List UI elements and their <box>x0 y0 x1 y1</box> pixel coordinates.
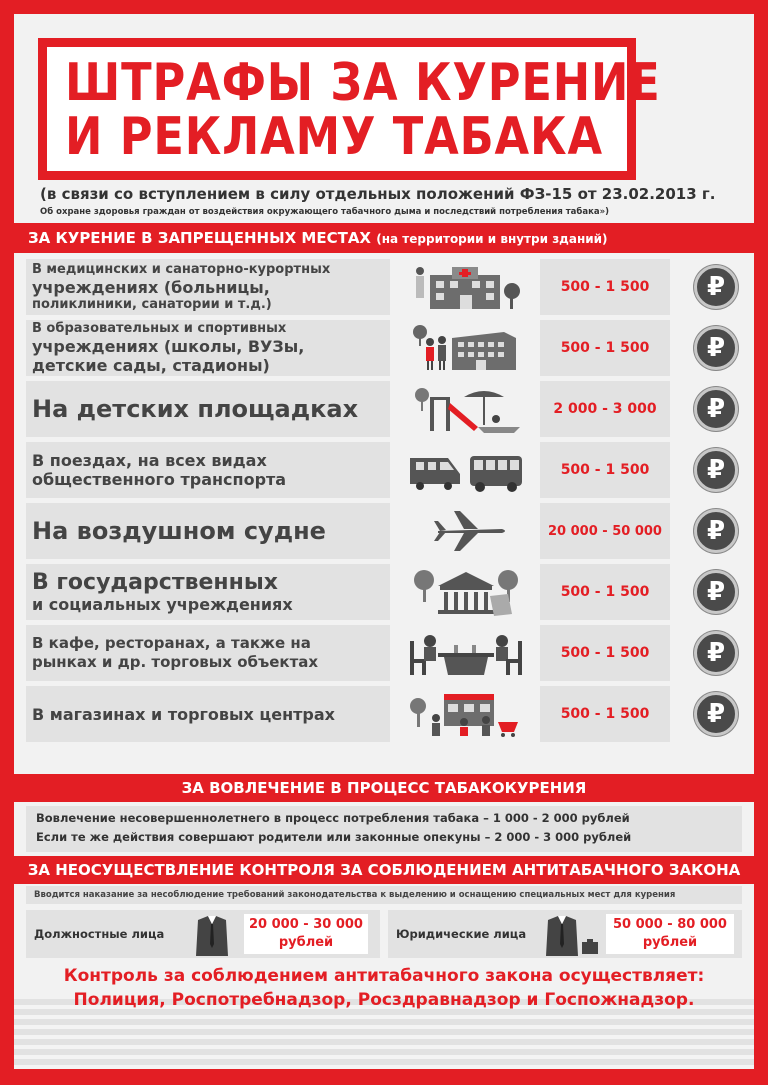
title-box <box>38 38 661 180</box>
smoking-section-note: (на территории и внутри зданий) <box>376 232 608 246</box>
cafe-icon <box>408 627 524 679</box>
fine-row-description <box>26 686 390 742</box>
officials-label: Должностные лица <box>34 927 165 941</box>
desc-line: общественного транспорта <box>32 470 287 489</box>
fine-amount: 2 000 - 3 000 <box>540 381 670 437</box>
fine-row-aircraft <box>14 503 754 559</box>
officials-fine-block <box>26 910 380 958</box>
enforcement-line-2: Полиция, Роспотребнадзор, Росздравнадзор и Госпожнадзор. <box>73 990 695 1010</box>
fine-amount: 500 - 1 500 <box>540 320 670 376</box>
desc-line: рынках и др. торговых объектах <box>32 653 319 671</box>
fine-amount: 500 - 1 500 <box>540 442 670 498</box>
ruble-icon: ₽ <box>694 631 738 675</box>
legal-entities-label: Юридические лица <box>396 927 527 941</box>
smoking-section-title: ЗА КУРЕНИЕ В ЗАПРЕЩЕННЫХ МЕСТАХ <box>28 229 372 247</box>
fine-row-playgrounds <box>14 381 754 437</box>
desc-line: В медицинских и санаторно-курортных <box>32 261 331 277</box>
fine-amount: 500 - 1 500 <box>540 686 670 742</box>
desc-line: На детских площадках <box>32 395 359 423</box>
fine-row-description <box>26 503 390 559</box>
legal-entities-unit: рублей <box>642 935 698 950</box>
fine-row-description <box>26 564 390 620</box>
ruble-icon: ₽ <box>694 570 738 614</box>
title-line-2: И РЕКЛАМУ ТАБАКА <box>65 107 603 167</box>
ruble-icon: ₽ <box>694 448 738 492</box>
legal-entities-fine-block <box>388 910 742 958</box>
subtitle: (в связи со вступлением в силу отдельных положений ФЗ-15 от 23.02.2013 г. <box>40 185 716 203</box>
involvement-section-header: ЗА ВОВЛЕЧЕНИЕ В ПРОЦЕСС ТАБАКОКУРЕНИЯ <box>14 774 754 802</box>
involvement-minor-fine: Вовлечение несовершеннолетнего в процесс потребления табака – 1 000 - 2 000 рублей <box>36 811 630 825</box>
desc-line: В кафе, ресторанах, а также на <box>32 634 311 652</box>
subtitle-law-name: Об охране здоровья граждан от воздействия окружающего табачного дыма и последствий потребления табака») <box>40 207 609 217</box>
desc-line: и социальных учреждениях <box>32 594 293 614</box>
desc-line: В образовательных и спортивных <box>32 321 287 336</box>
officials-unit: рублей <box>278 935 334 950</box>
desc-line: учреждениях (больницы, <box>32 277 270 297</box>
ruble-icon: ₽ <box>694 326 738 370</box>
involvement-fines <box>26 806 742 852</box>
fine-row-description <box>26 259 390 315</box>
officials-amount-box <box>244 914 368 954</box>
enforcement-statement <box>14 964 754 1012</box>
fine-amount: 500 - 1 500 <box>540 259 670 315</box>
fine-row-education <box>14 320 754 376</box>
fine-row-description <box>26 320 390 376</box>
officials-amount: 20 000 - 30 000 <box>249 917 363 932</box>
desc-line: На воздушном судне <box>32 517 326 545</box>
fine-amount: 20 000 - 50 000 <box>540 503 670 559</box>
suit-icon <box>194 914 230 956</box>
fine-row-government <box>14 564 754 620</box>
ruble-icon: ₽ <box>694 265 738 309</box>
legal-entities-amount: 50 000 - 80 000 <box>613 917 727 932</box>
ruble-icon: ₽ <box>694 692 738 736</box>
suit-briefcase-icon <box>544 914 600 956</box>
school-icon <box>408 322 524 374</box>
fine-row-description <box>26 625 390 681</box>
fine-row-description <box>26 381 390 437</box>
transport-icon <box>408 444 524 496</box>
fine-amount: 500 - 1 500 <box>540 625 670 681</box>
desc-line: В государственных <box>32 569 278 595</box>
fine-row-description <box>26 442 390 498</box>
fine-amount: 500 - 1 500 <box>540 564 670 620</box>
desc-line: поликлиники, санатории и т.д.) <box>32 296 272 312</box>
desc-line: В поездах, на всех видах <box>32 451 267 470</box>
government-building-icon <box>408 566 524 618</box>
fine-row-transport <box>14 442 754 498</box>
enforcement-line-1: Контроль за соблюдением антитабачного закона осуществляет: <box>63 966 705 986</box>
fine-row-cafes <box>14 625 754 681</box>
desc-line: учреждениях (школы, ВУЗы, <box>32 337 305 356</box>
legal-entities-amount-box <box>606 914 734 954</box>
fine-row-medical <box>14 259 754 315</box>
desc-line: В магазинах и торговых центрах <box>32 704 335 724</box>
control-section-header: ЗА НЕОСУЩЕСТВЛЕНИЕ КОНТРОЛЯ ЗА СОБЛЮДЕНИЕМ АНТИТАБАЧНОГО ЗАКОНА <box>14 856 754 884</box>
airplane-icon <box>408 505 524 557</box>
poster <box>14 14 754 1069</box>
hospital-icon <box>408 261 524 313</box>
ruble-icon: ₽ <box>694 509 738 553</box>
involvement-parent-fine: Если те же действия совершают родители или законные опекуны – 2 000 - 3 000 рублей <box>36 830 632 844</box>
title-line-1: ШТРАФЫ ЗА КУРЕНИЕ <box>65 53 661 113</box>
control-section-note: Вводится наказание за несоблюдение требований законодательства к выделению и оснащению специальных мест для курения <box>26 886 742 904</box>
desc-line: детские сады, стадионы) <box>32 356 270 375</box>
shopping-icon <box>408 688 524 740</box>
smoking-section-header <box>14 223 754 253</box>
ruble-icon: ₽ <box>694 387 738 431</box>
playground-icon <box>408 383 524 435</box>
fine-row-shops <box>14 686 754 742</box>
